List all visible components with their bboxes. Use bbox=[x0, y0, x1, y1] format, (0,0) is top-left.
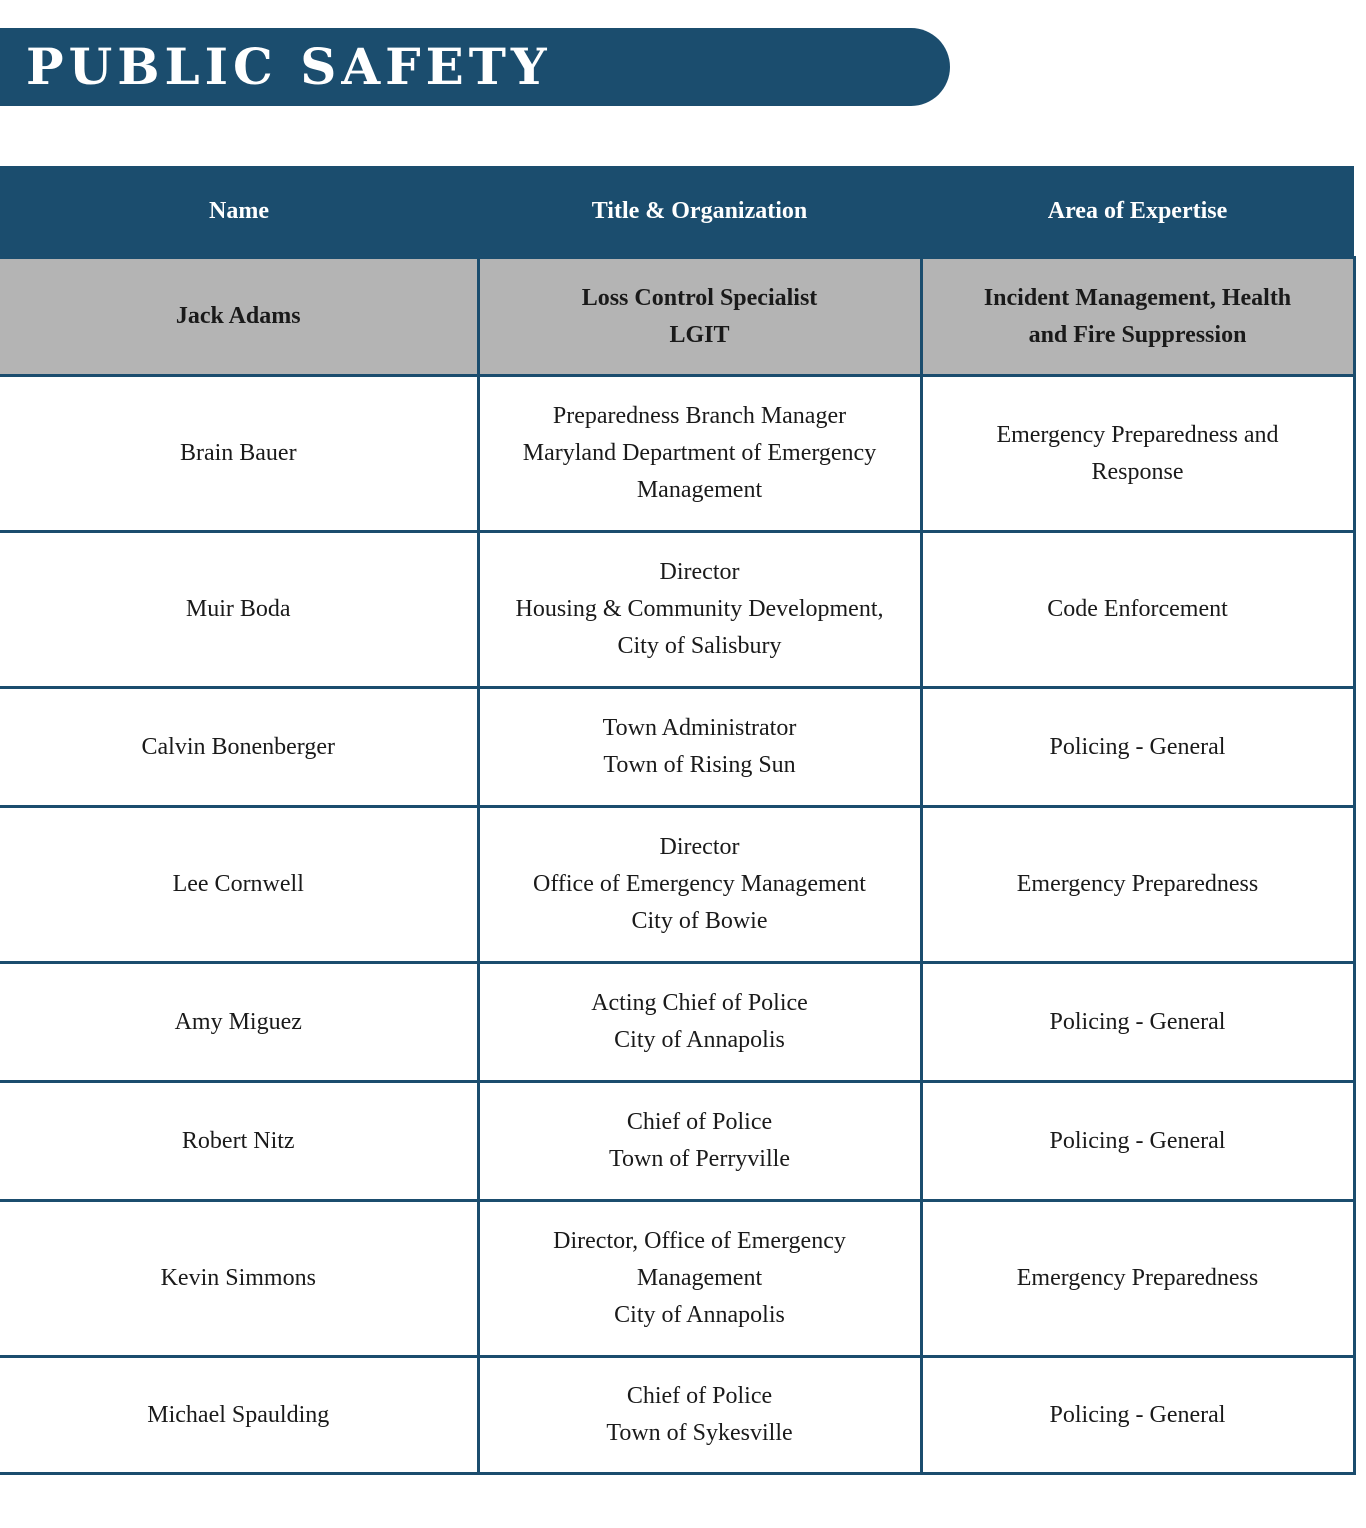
cell-line: Director bbox=[659, 559, 740, 585]
column-header-area-of-expertise: Area of Expertise bbox=[921, 166, 1354, 258]
cell-line: Director, Office of Emergency bbox=[553, 1228, 846, 1254]
cell-line: Preparedness Branch Manager bbox=[552, 403, 847, 429]
table-row bbox=[0, 688, 1354, 807]
cell-title-organization bbox=[478, 1357, 921, 1474]
cell-area-of-expertise bbox=[921, 688, 1354, 807]
cell-name: Brain Bauer bbox=[0, 376, 478, 532]
cell-title-organization bbox=[478, 1201, 921, 1357]
cell-line: Town of Rising Sun bbox=[603, 752, 796, 778]
cell-line: Policing - General bbox=[1049, 1127, 1226, 1154]
cell-title-organization bbox=[478, 807, 921, 963]
cell-line: Chief of Police bbox=[626, 1109, 773, 1135]
cell-line: Emergency Preparedness bbox=[1016, 871, 1259, 897]
cell-line: Housing & Community Development, bbox=[515, 596, 884, 622]
cell-line: LGIT bbox=[669, 321, 730, 348]
contacts-table bbox=[0, 166, 1356, 1475]
cell-line: Director bbox=[659, 834, 740, 860]
cell-area-of-expertise bbox=[921, 258, 1354, 376]
cell-line: Chief of Police bbox=[626, 1383, 773, 1409]
cell-line: Emergency Preparedness bbox=[1016, 1265, 1259, 1291]
table-row bbox=[0, 532, 1354, 688]
column-header-title-organization: Title & Organization bbox=[478, 166, 921, 258]
cell-line: City of Annapolis bbox=[614, 1027, 785, 1053]
cell-line: City of Bowie bbox=[631, 908, 768, 934]
cell-name: Michael Spaulding bbox=[0, 1357, 478, 1474]
cell-line: Policing - General bbox=[1049, 733, 1226, 760]
table-row bbox=[0, 1201, 1354, 1357]
cell-name: Amy Miguez bbox=[0, 963, 478, 1082]
table-row bbox=[0, 376, 1354, 532]
page-title: PUBLIC SAFETY bbox=[26, 37, 552, 96]
table-row bbox=[0, 258, 1354, 376]
cell-line: Emergency Preparedness and bbox=[996, 421, 1279, 448]
cell-title-organization bbox=[478, 688, 921, 807]
column-header-name: Name bbox=[0, 166, 478, 258]
cell-title-organization bbox=[478, 963, 921, 1082]
cell-line: City of Annapolis bbox=[614, 1302, 785, 1328]
cell-name: Calvin Bonenberger bbox=[0, 688, 478, 807]
cell-line: Policing - General bbox=[1049, 1401, 1226, 1428]
cell-title-organization bbox=[478, 258, 921, 376]
cell-line: Town Administrator bbox=[602, 715, 797, 741]
cell-area-of-expertise bbox=[921, 532, 1354, 688]
cell-name: Robert Nitz bbox=[0, 1082, 478, 1201]
cell-line: City of Salisbury bbox=[617, 633, 782, 659]
cell-name: Lee Cornwell bbox=[0, 807, 478, 963]
cell-name: Jack Adams bbox=[0, 258, 478, 376]
table-header-row bbox=[0, 166, 1354, 258]
cell-line: Office of Emergency Management bbox=[533, 871, 866, 897]
cell-line: Maryland Department of Emergency bbox=[522, 440, 877, 466]
cell-line: Incident Management, Health bbox=[983, 284, 1292, 311]
table-row bbox=[0, 1082, 1354, 1201]
cell-area-of-expertise bbox=[921, 376, 1354, 532]
cell-area-of-expertise bbox=[921, 1357, 1354, 1474]
cell-area-of-expertise bbox=[921, 807, 1354, 963]
cell-line: Acting Chief of Police bbox=[591, 990, 808, 1016]
cell-area-of-expertise bbox=[921, 1082, 1354, 1201]
cell-line: Code Enforcement bbox=[1047, 596, 1228, 622]
cell-area-of-expertise bbox=[921, 1201, 1354, 1357]
cell-line: Response bbox=[1091, 458, 1184, 485]
cell-line: Loss Control Specialist bbox=[581, 284, 818, 311]
cell-line: and Fire Suppression bbox=[1028, 321, 1247, 348]
cell-line: Policing - General bbox=[1049, 1008, 1226, 1035]
cell-title-organization bbox=[478, 1082, 921, 1201]
section-banner bbox=[0, 28, 950, 106]
table-row bbox=[0, 807, 1354, 963]
cell-name: Muir Boda bbox=[0, 532, 478, 688]
table-row bbox=[0, 963, 1354, 1082]
cell-line: Town of Perryville bbox=[609, 1146, 790, 1172]
cell-line: Management bbox=[636, 1265, 763, 1291]
cell-line: Management bbox=[636, 477, 763, 503]
table-row bbox=[0, 1357, 1354, 1474]
cell-area-of-expertise bbox=[921, 963, 1354, 1082]
cell-title-organization bbox=[478, 532, 921, 688]
cell-line: Town of Sykesville bbox=[606, 1420, 793, 1446]
cell-title-organization bbox=[478, 376, 921, 532]
cell-name: Kevin Simmons bbox=[0, 1201, 478, 1357]
